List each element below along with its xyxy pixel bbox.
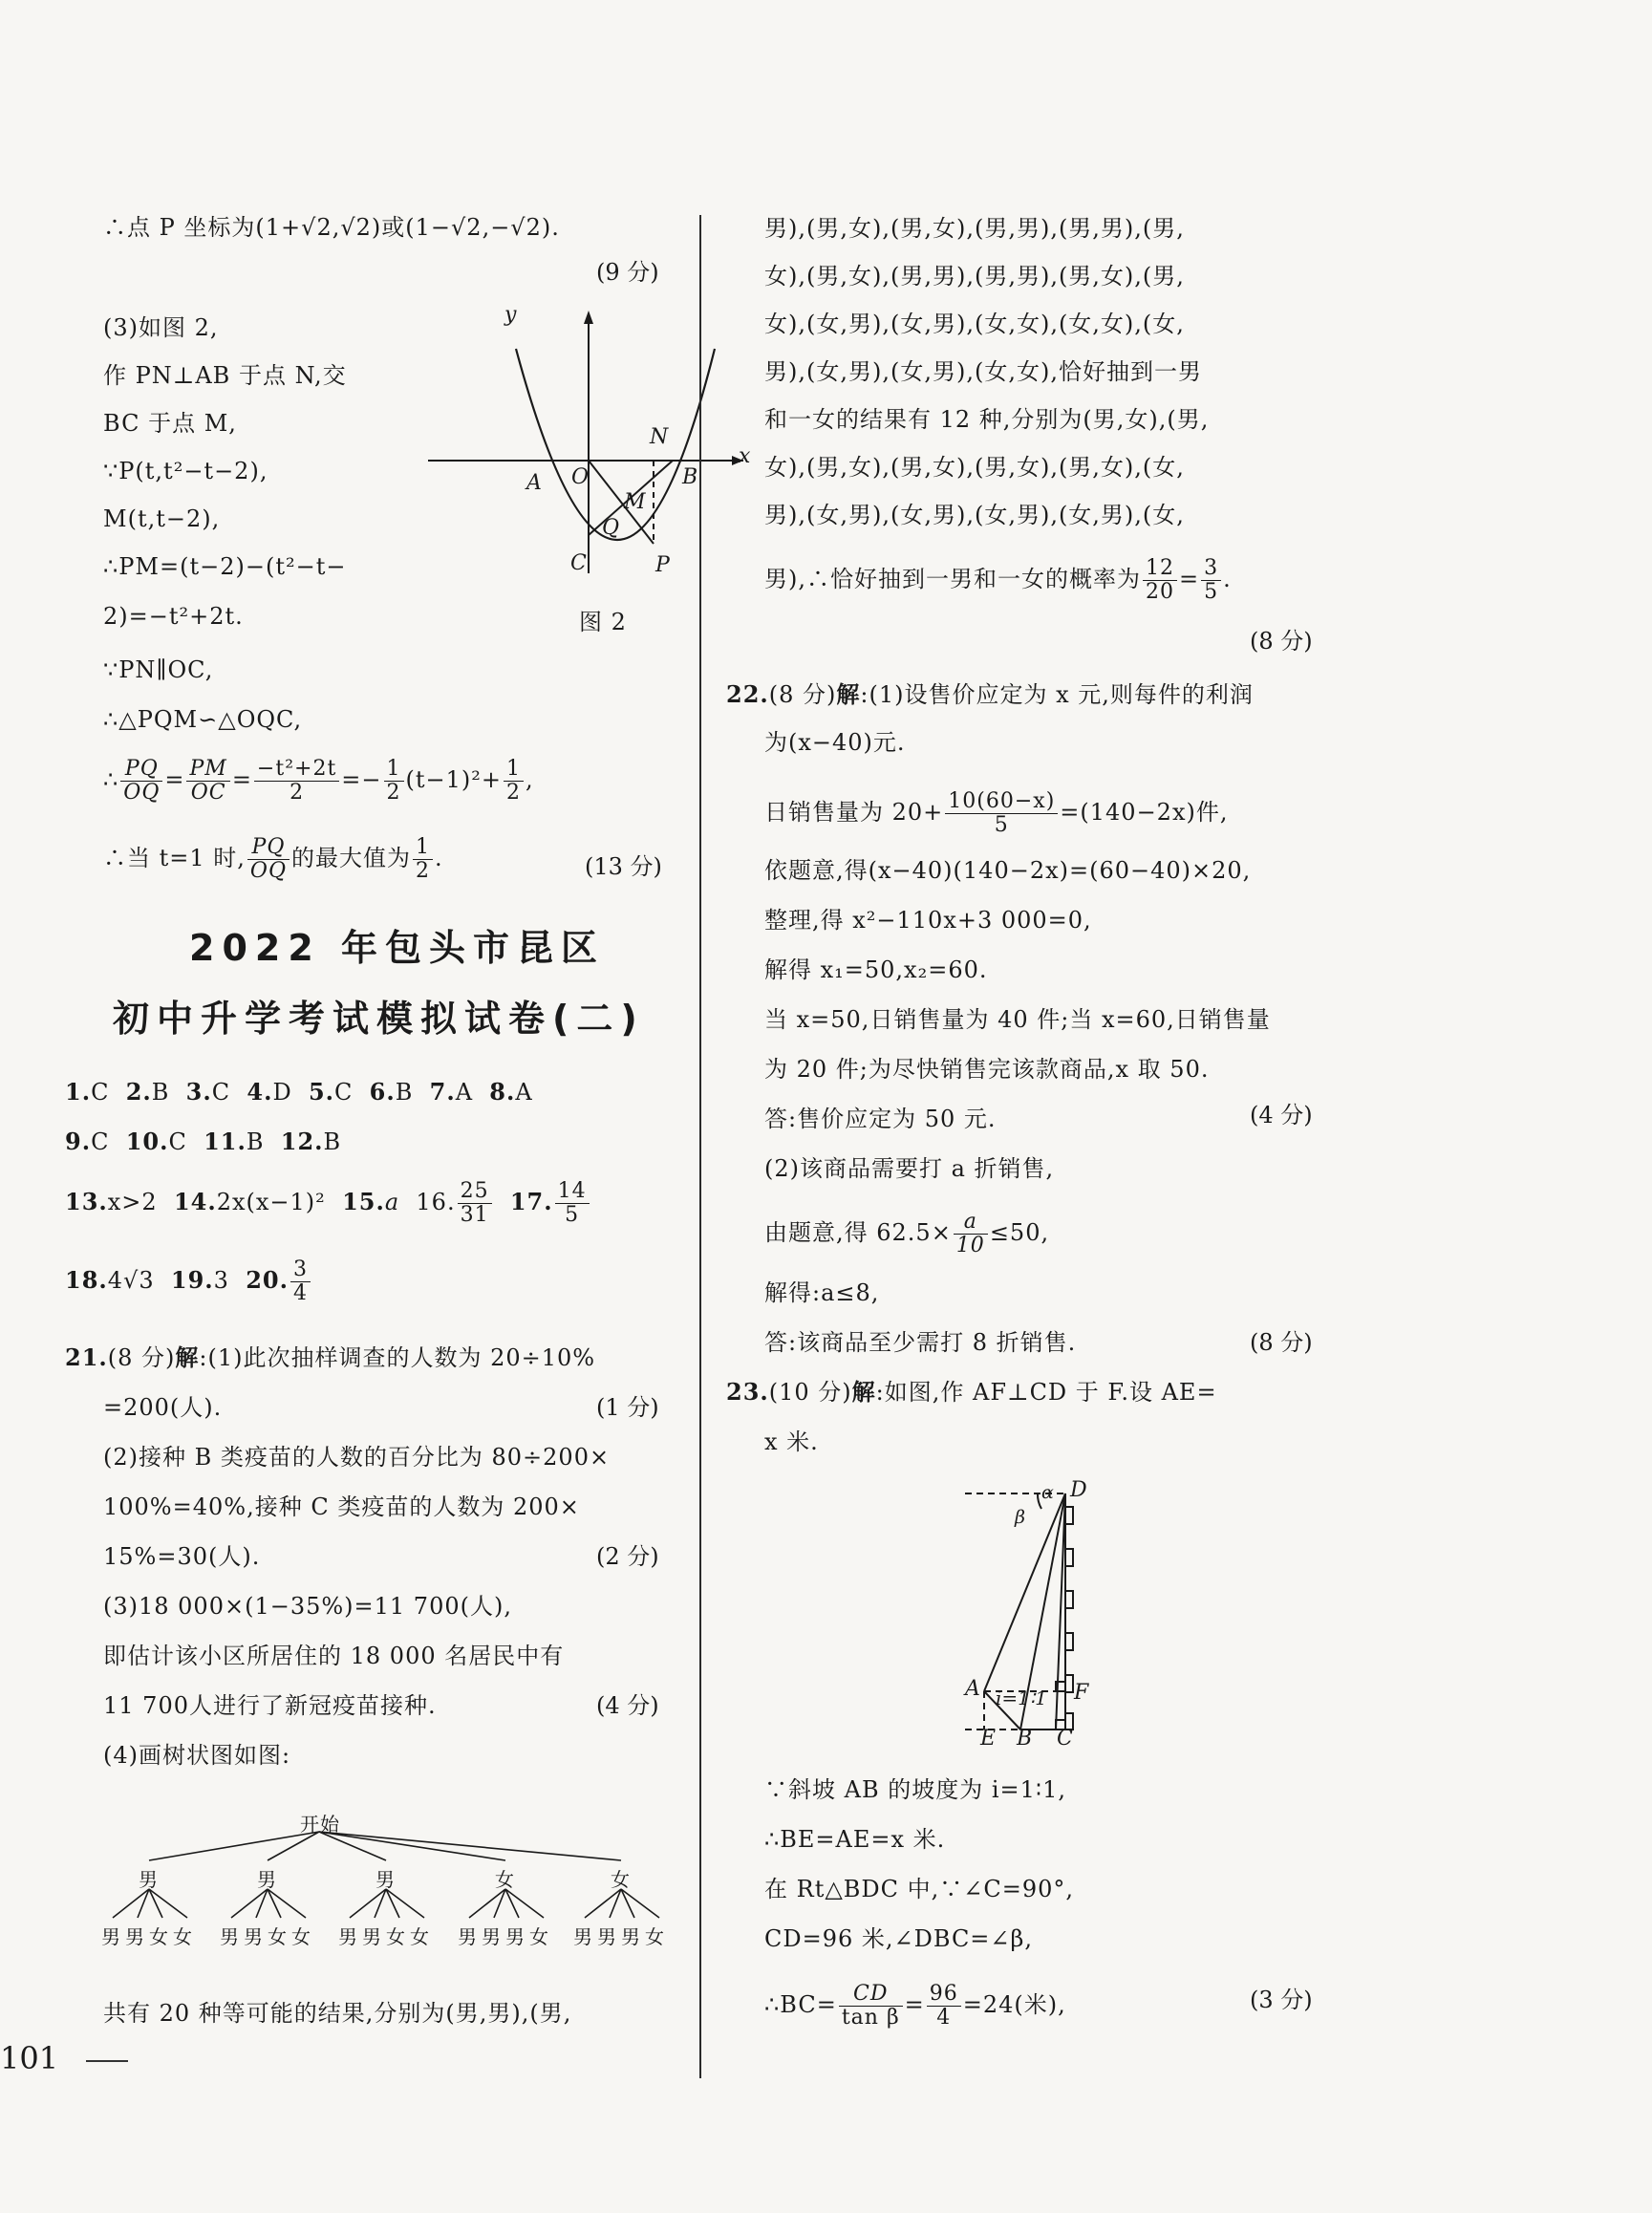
fraction-numerator: 1 [504,758,524,782]
label-alpha: α [1041,1482,1054,1503]
fraction-numerator: PQ [247,836,290,860]
label-n: N [650,425,669,449]
tree-node: 男 [257,1868,277,1891]
label-p: P [655,553,670,577]
therefore: ∴ [103,766,119,793]
fraction-numerator: −t²+2t [254,758,339,782]
text-line: 为 20 件;为尽快销售完该款商品,x 取 50. [764,1056,1210,1083]
label-x: x [739,444,751,468]
text-line-sales: 日销售量为 20+ $\frac{10(60-x)}{5}$ =(140−2x)件, [764,789,1229,837]
fraction-half [504,758,524,805]
label-b: B [682,465,698,489]
fraction-denominator: OQ [123,781,161,805]
fraction-denominator: 2 [290,781,305,805]
fraction-numerator: PQ [120,758,162,782]
text-line: 解得 x₁=50,x₂=60. [764,956,988,983]
tree-leaves: 男男男女 [458,1925,553,1948]
text-line: BC 于点 M, [103,410,237,437]
answer-row-3: 13.x>2 14.2x(x−1)² 15.a 16. $\frac{25}{31}$ 17. $\frac{14}{5}$ [65,1180,591,1227]
text-line: 作 PN⊥AB 于点 N,交 [103,362,347,389]
text-line: 答:该商品至少需打 8 折销售. [764,1329,1077,1356]
text-line: 男),(女,男),(女,男),(女,女),恰好抽到一男 [764,358,1202,385]
label-d: D [1070,1478,1087,1502]
label-o: O [571,465,590,489]
score-mark: (1 分) [596,1394,659,1421]
answer-row-2: 9.C 10.C 11.B 12.B [65,1128,342,1155]
text-line: 为(x−40)元. [764,729,906,756]
exam-title-line2: 初中升学考试模拟试卷(二) [113,998,645,1040]
label-beta: β [1015,1507,1025,1528]
text-line: 男),(男,女),(男,女),(男,男),(男,男),(男, [764,215,1185,242]
fraction-pq-oq [247,836,290,883]
score-mark: (13 分) [585,853,662,880]
answer-row-4: 18.4√3 19.3 20. $\frac{3}{4}$ [65,1258,312,1305]
text-line: x 米. [764,1429,819,1455]
fraction-denominator: 2 [416,859,430,883]
text-part: ∴当 t=1 时, [103,845,246,871]
label-slope: i=1∶1 [996,1687,1047,1709]
fraction-half [384,758,404,805]
text-line: 11 700人进行了新冠疫苗接种. [103,1692,437,1719]
fraction-numerator: 1 [384,758,404,782]
question-23-header: 23.(10 分)解:如图,作 AF⊥CD 于 F.设 AE= [726,1378,1217,1406]
column-divider [699,215,701,2078]
fraction-denominator: 2 [386,781,401,805]
tree-leaves: 男男女女 [338,1925,434,1948]
text-line: 男),(女,男),(女,男),(女,男),(女,男),(女, [764,502,1185,528]
text-line: 15%=30(人). [103,1543,261,1570]
text-line: ∴点 P 坐标为(1+√2,√2)或(1−√2,−√2). [103,214,560,241]
label-q: Q [602,516,620,540]
label-y: y [504,303,517,327]
text-line: 女),(男,女),(男,男),(男,男),(男,女),(男, [764,263,1185,290]
page-number-dash [86,2060,128,2062]
text-line: 2)=−t²+2t. [103,603,244,630]
fraction-half [413,836,433,883]
score-mark: (3 分) [1250,1987,1313,2013]
tree-leaves: 男男女女 [220,1925,315,1948]
figure-caption: 图 2 [579,609,627,635]
fraction-numerator: 1 [413,836,433,860]
text-line: 答:售价应定为 50 元. [764,1106,997,1132]
label-e: E [980,1727,997,1751]
score-mark: (8 分) [1250,1329,1313,1356]
exam-title-line1: 2022 年包头市昆区 [189,927,605,969]
text-line: ∴BE=AE=x 米. [764,1826,946,1853]
score-mark: (2 分) [596,1543,659,1570]
question-22-header: 22.(8 分)解:(1)设售价应定为 x 元,则每件的利润 [726,680,1254,708]
text-line: 在 Rt△BDC 中,∵∠C=90°, [764,1876,1075,1902]
fraction-pq-oq [120,758,162,805]
tree-node: 男 [139,1868,159,1891]
label-m: M [624,490,646,514]
text-line: 依题意,得(x−40)(140−2x)=(60−40)×20, [764,857,1252,884]
fraction-pm-oc [186,758,229,805]
fraction-numerator: PM [186,758,229,782]
label-a: A [965,1677,980,1701]
text-line-bc: ∴BC= $\frac{CD}{\text{tan β}}$ = $\frac{96}{4}$ =24(米), [764,1982,1066,2030]
text-line: (2)该商品需要打 a 折销售, [764,1155,1055,1182]
tree-node: 女 [611,1868,631,1891]
fraction-denominator: 2 [506,781,521,805]
text-line: (2)接种 B 类疫苗的人数的百分比为 80÷200× [103,1444,611,1471]
label-c: C [570,551,587,575]
score-mark: (4 分) [1250,1102,1313,1128]
text-part: (t−1)²+ [405,766,502,793]
text-line: (3)如图 2, [103,314,219,341]
fraction-denominator: OQ [249,859,287,883]
figure-building [965,1467,1137,1753]
text-line-discount: 由题意,得 62.5× $\frac{a}{10}$ ≤50, [764,1210,1050,1257]
score-mark: (8 分) [1250,628,1313,655]
page-number: 101 [0,2040,59,2076]
label-b: B [1017,1727,1033,1751]
score-mark: (4 分) [596,1692,659,1719]
question-21-header: 21.(8 分)解:(1)此次抽样调查的人数为 20÷10% [65,1343,596,1371]
text-part: =− [341,766,382,793]
text-line: 共有 20 种等可能的结果,分别为(男,男),(男, [103,2000,572,2027]
text-line: 当 x=50,日销售量为 40 件;当 x=60,日销售量 [764,1006,1271,1033]
tree-node: 男 [375,1868,396,1891]
text-line: (4)画树状图如图: [103,1742,291,1769]
text-line: 100%=40%,接种 C 类疫苗的人数为 200× [103,1493,580,1520]
label-f: F [1074,1681,1089,1705]
text-line: M(t,t−2), [103,505,221,532]
tree-root: 开始 [300,1813,340,1836]
answer-row-1: 1.C 2.B 3.C 4.D 5.C 6.B 7.A 8.A [65,1078,533,1106]
fraction-expr [254,758,339,805]
label-c: C [1057,1727,1073,1751]
label-a: A [526,471,542,495]
text-line: 女),(女,男),(女,男),(女,女),(女,女),(女, [764,311,1185,337]
text-line: ∴PM=(t−2)−(t²−t− [103,553,347,580]
text-line: ∵P(t,t²−t−2), [103,458,268,484]
text-line: (3)18 000×(1−35%)=11 700(人), [103,1593,512,1620]
tree-leaves: 男男男女 [573,1925,669,1948]
text-line: CD=96 米,∠DBC=∠β, [764,1925,1034,1952]
text-line: 即估计该小区所居住的 18 000 名居民中有 [103,1643,565,1669]
text-line: 和一女的结果有 12 种,分别为(男,女),(男, [764,406,1210,433]
text-line-probability: 男),∴恰好抽到一男和一女的概率为 $\frac{12}{20}$ = $\frac{3}{5}$ . [764,556,1232,604]
figure-2-parabola [428,301,753,578]
text-line-ratio: ∴ $\frac{PQ}{OQ}$ = $\frac{PM}{OC}$ = $\frac{\text{−t²+2t}}{2}$ =− $\frac{1}{2}$ (t−1)²+ $\frac{1}{2}$ , [103,757,534,805]
text-line: =200(人). [103,1394,223,1421]
text-line: 解得:a≤8, [764,1279,880,1306]
text-line: 整理,得 x²−110x+3 000=0, [764,907,1092,934]
text-line-max: ∴当 t=1 时, $\frac{PQ}{OQ}$ 的最大值为 $\frac{1}{2}$ . [103,835,443,883]
text-line: ∵斜坡 AB 的坡度为 i=1∶1, [764,1776,1067,1803]
text-part: 的最大值为 [291,845,411,871]
fraction-denominator: OC [190,781,226,805]
text-line: ∵PN∥OC, [103,656,214,683]
tree-leaves: 男男女女 [101,1925,197,1948]
tree-node: 女 [495,1868,515,1891]
text-line: 女),(男,女),(男,女),(男,女),(男,女),(女, [764,454,1185,481]
text-line: ∴△PQM∽△OQC, [103,706,303,733]
score-mark: (9 分) [596,259,659,286]
